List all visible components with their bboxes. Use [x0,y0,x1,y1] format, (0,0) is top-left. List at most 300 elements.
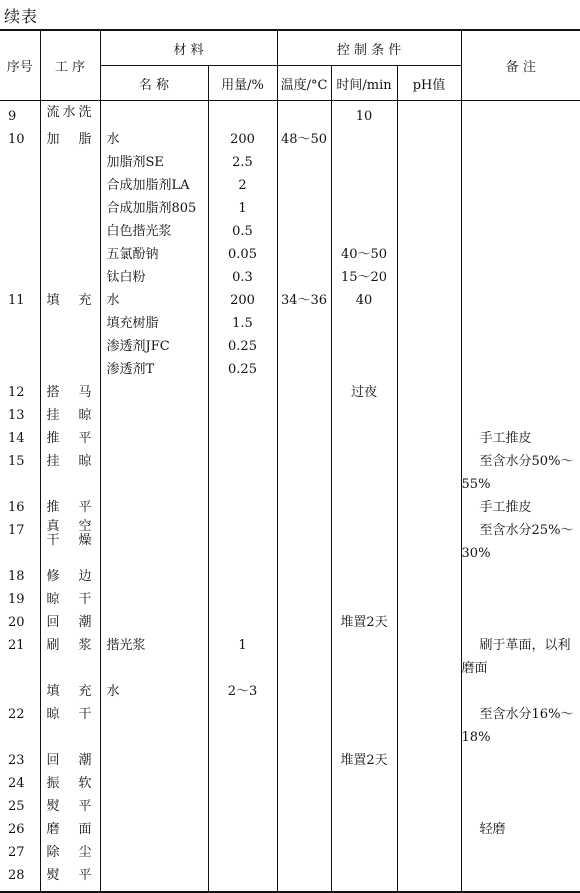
ph-cell [397,197,461,220]
header-control: 控 制 条 件 [277,30,461,66]
material-name-cell: 水 [100,289,208,312]
table-header [0,30,580,101]
seq-cell: 14 [8,431,25,446]
remark-text: 刷于革面，以利 [479,638,571,653]
seq-cell [0,243,40,266]
temperature-cell [277,565,331,588]
ph-cell [397,588,461,611]
seq-cell [0,197,40,220]
step-label: 填充 [46,684,92,699]
table-row [0,174,580,197]
seq-cell [0,335,40,358]
step-cell [40,381,100,404]
ph-cell [397,266,461,289]
temperature-cell [277,772,331,795]
remark-cell [461,404,580,427]
seq-cell [0,312,40,335]
temperature-cell [277,519,331,565]
remark-text: 手工推皮 [479,431,532,446]
remark-cell [461,841,580,864]
material-name-cell: 水 [100,128,208,151]
seq-cell: 10 [8,132,25,147]
material-name-cell: 填充树脂 [100,312,208,335]
step-cell [40,634,100,680]
ph-cell [397,818,461,841]
seq-cell: 22 [8,707,25,722]
header-seq: 序号 [0,30,40,101]
seq-cell: 18 [8,569,25,584]
ph-cell [397,864,461,892]
time-cell [331,427,397,450]
table-row [0,358,580,381]
time-cell: 过夜 [331,381,397,404]
remark-cell [461,703,580,749]
temperature-cell [277,680,331,703]
material-name-cell: 白色揩光浆 [100,220,208,243]
remark-text: 至含水分16%～ [479,707,574,722]
seq-cell: 11 [8,293,25,308]
table-row [0,151,580,174]
remark-cell [461,101,580,129]
amount-cell [208,565,277,588]
seq-cell [0,220,40,243]
material-name-cell [100,703,208,749]
step-label: 晾干 [46,707,92,722]
temperature-cell [277,588,331,611]
material-name-cell: 加脂剂SE [100,151,208,174]
process-table [0,29,580,893]
ph-cell [397,703,461,749]
table-row [0,404,580,427]
header-remark: 备 注 [461,30,580,101]
material-name-cell [100,588,208,611]
step-label: 回潮 [46,753,92,768]
step-cell [40,818,100,841]
step-label: 回潮 [46,615,92,630]
time-cell [331,680,397,703]
ph-cell [397,749,461,772]
ph-cell [397,427,461,450]
seq-cell: 12 [8,385,25,400]
seq-cell: 25 [8,799,25,814]
step-label: 流水洗 [46,105,92,120]
temperature-cell [277,101,331,129]
seq-cell: 16 [8,500,25,515]
time-cell [331,841,397,864]
table-row [0,128,580,151]
step-cell [40,197,100,220]
table-row [0,749,580,772]
remark-text-continued: 55% [461,477,491,492]
step-cell [40,358,100,381]
amount-cell [208,841,277,864]
table-row [0,818,580,841]
step-cell [40,749,100,772]
ph-cell [397,128,461,151]
table-row [0,243,580,266]
seq-cell: 9 [8,109,17,124]
time-cell [331,634,397,680]
time-cell [331,703,397,749]
table-row [0,565,580,588]
seq-cell: 13 [8,408,25,423]
time-cell [331,151,397,174]
remark-cell [461,335,580,358]
seq-cell: 19 [8,592,25,607]
material-name-cell [100,427,208,450]
amount-cell: 0.3 [208,266,277,289]
step-cell [40,174,100,197]
header-time: 时间/min [331,66,397,101]
ph-cell [397,312,461,335]
step-cell [40,703,100,749]
step-label: 真空 [46,519,92,534]
ph-cell [397,101,461,129]
ph-cell [397,404,461,427]
step-label: 除尘 [46,845,92,860]
material-name-cell [100,841,208,864]
ph-cell [397,243,461,266]
amount-cell [208,703,277,749]
time-cell [331,404,397,427]
temperature-cell [277,864,331,892]
ph-cell [397,519,461,565]
step-cell [40,795,100,818]
amount-cell: 2.5 [208,151,277,174]
step-label: 振软 [46,776,92,791]
amount-cell [208,101,277,129]
amount-cell [208,772,277,795]
time-cell: 堆置2天 [331,611,397,634]
temperature-cell [277,220,331,243]
step-label: 加脂 [46,132,92,147]
step-label: 搭马 [46,385,92,400]
amount-cell: 2～3 [208,680,277,703]
step-label: 修边 [46,569,92,584]
material-name-cell [100,519,208,565]
material-name-cell [100,818,208,841]
material-name-cell: 合成加脂剂LA [100,174,208,197]
amount-cell [208,450,277,496]
material-name-cell [100,749,208,772]
step-cell [40,427,100,450]
step-cell [40,404,100,427]
table-row [0,101,580,129]
remark-cell [461,427,580,450]
table-row [0,450,580,496]
step-label: 填充 [46,293,92,308]
step-cell [40,519,100,565]
seq-cell: 26 [8,822,25,837]
table-row [0,680,580,703]
step-cell [40,864,100,892]
time-cell [331,312,397,335]
step-cell [40,841,100,864]
table-row [0,266,580,289]
step-label: 推平 [46,500,92,515]
amount-cell [208,818,277,841]
remark-cell [461,381,580,404]
material-name-cell [100,795,208,818]
amount-cell [208,496,277,519]
material-name-cell: 五氯酚钠 [100,243,208,266]
remark-cell [461,174,580,197]
ph-cell [397,335,461,358]
remark-cell [461,772,580,795]
time-cell: 40 [331,289,397,312]
header-name: 名 称 [100,66,208,101]
table-row [0,197,580,220]
remark-cell [461,450,580,496]
ph-cell [397,358,461,381]
ph-cell [397,795,461,818]
material-name-cell [100,772,208,795]
temperature-cell: 34～36 [277,289,331,312]
remark-cell [461,312,580,335]
step-cell [40,496,100,519]
seq-cell: 20 [8,615,25,630]
step-cell [40,266,100,289]
ph-cell [397,381,461,404]
amount-cell [208,611,277,634]
table-row [0,795,580,818]
table-row [0,611,580,634]
table-row [0,289,580,312]
time-cell [331,358,397,381]
table-row [0,335,580,358]
time-cell [331,519,397,565]
material-name-cell [100,381,208,404]
temperature-cell [277,174,331,197]
amount-cell [208,749,277,772]
remark-cell [461,818,580,841]
amount-cell: 200 [208,128,277,151]
temperature-cell [277,243,331,266]
material-name-cell [100,404,208,427]
seq-cell: 24 [8,776,25,791]
table-row [0,381,580,404]
table-row [0,864,580,892]
amount-cell: 1 [208,197,277,220]
table-row [0,312,580,335]
material-name-cell: 钛白粉 [100,266,208,289]
amount-cell: 0.05 [208,243,277,266]
temperature-cell [277,749,331,772]
table-row [0,519,580,565]
table-row [0,588,580,611]
amount-cell [208,427,277,450]
step-label: 挂晾 [46,454,92,469]
remark-text: 至含水分25%～ [479,523,574,538]
table-row [0,841,580,864]
remark-cell [461,565,580,588]
temperature-cell [277,703,331,749]
temperature-cell [277,404,331,427]
temperature-cell [277,151,331,174]
step-cell [40,289,100,312]
ph-cell [397,450,461,496]
seq-cell: 27 [8,845,25,860]
time-cell [331,174,397,197]
remark-cell [461,749,580,772]
table-row [0,772,580,795]
remark-cell [461,266,580,289]
step-label: 推平 [46,431,92,446]
ph-cell [397,496,461,519]
time-cell: 40～50 [331,243,397,266]
remark-cell [461,197,580,220]
header-amount: 用量/% [208,66,277,101]
temperature-cell [277,450,331,496]
amount-cell: 1.5 [208,312,277,335]
amount-cell: 0.5 [208,220,277,243]
ph-cell [397,611,461,634]
temperature-cell [277,634,331,680]
amount-cell [208,381,277,404]
remark-cell [461,151,580,174]
remark-cell [461,496,580,519]
step-cell [40,128,100,151]
time-cell: 堆置2天 [331,749,397,772]
remark-text-continued: 磨面 [461,661,488,676]
temperature-cell [277,841,331,864]
seq-cell [0,174,40,197]
material-name-cell [100,565,208,588]
temperature-cell [277,197,331,220]
amount-cell: 0.25 [208,335,277,358]
seq-cell [0,358,40,381]
step-label: 刷浆 [46,638,92,653]
step-cell [40,450,100,496]
material-name-cell [100,864,208,892]
ph-cell [397,772,461,795]
temperature-cell [277,358,331,381]
step-cell [40,220,100,243]
material-name-cell: 渗透剂T [100,358,208,381]
time-cell [331,818,397,841]
time-cell [331,565,397,588]
header-temp: 温度/°C [277,66,331,101]
step-cell [40,611,100,634]
header-ph: pH值 [397,66,461,101]
remark-cell [461,243,580,266]
table-caption: 续表 [4,7,39,26]
remark-cell [461,588,580,611]
remark-cell [461,220,580,243]
step-label: 晾干 [46,592,92,607]
ph-cell [397,220,461,243]
step-label-line2: 干燥 [46,533,92,548]
table-row [0,220,580,243]
remark-cell [461,519,580,565]
step-label: 熨平 [46,799,92,814]
step-cell [40,772,100,795]
time-cell [331,128,397,151]
step-label: 熨平 [46,868,92,883]
step-cell [40,151,100,174]
time-cell [331,197,397,220]
material-name-cell: 揩光浆 [100,634,208,680]
step-cell [40,680,100,703]
amount-cell: 200 [208,289,277,312]
seq-cell: 17 [8,523,25,538]
material-name-cell [100,496,208,519]
time-cell [331,335,397,358]
ph-cell [397,174,461,197]
temperature-cell [277,818,331,841]
temperature-cell [277,427,331,450]
table-row [0,427,580,450]
ph-cell [397,680,461,703]
seq-cell: 28 [0,864,40,892]
amount-cell [208,864,277,892]
table-body [0,101,580,893]
temperature-cell [277,381,331,404]
ph-cell [397,841,461,864]
time-cell [331,864,397,892]
material-name-cell: 水 [100,680,208,703]
remark-cell [461,680,580,703]
amount-cell: 2 [208,174,277,197]
header-materials: 材 料 [100,30,277,66]
seq-cell [0,680,40,703]
temperature-cell [277,795,331,818]
amount-cell [208,588,277,611]
step-label: 挂晾 [46,408,92,423]
amount-cell [208,795,277,818]
time-cell [331,795,397,818]
remark-cell [461,289,580,312]
temperature-cell [277,266,331,289]
seq-cell: 21 [8,638,25,653]
amount-cell [208,404,277,427]
ph-cell [397,565,461,588]
step-label: 磨面 [46,822,92,837]
remark-cell [461,795,580,818]
time-cell: 10 [331,101,397,129]
remark-cell [461,611,580,634]
remark-text-continued: 18% [461,730,491,745]
temperature-cell [277,312,331,335]
time-cell [331,496,397,519]
remark-text-continued: 30% [461,546,491,561]
temperature-cell [277,611,331,634]
material-name-cell: 合成加脂剂805 [100,197,208,220]
step-cell [40,565,100,588]
material-name-cell: 渗透剂JFC [100,335,208,358]
seq-cell: 23 [8,753,25,768]
header-process: 工 序 [40,30,100,101]
remark-cell [461,128,580,151]
ph-cell [397,151,461,174]
step-cell [40,101,100,129]
table-row [0,634,580,680]
remark-cell [461,634,580,680]
time-cell [331,220,397,243]
amount-cell: 0.25 [208,358,277,381]
material-name-cell [100,450,208,496]
time-cell [331,588,397,611]
material-name-cell [100,101,208,129]
seq-cell [0,151,40,174]
amount-cell: 1 [208,634,277,680]
time-cell [331,450,397,496]
remark-text: 手工推皮 [479,500,532,515]
step-cell [40,243,100,266]
table-row [0,496,580,519]
temperature-cell [277,335,331,358]
remark-cell [461,358,580,381]
